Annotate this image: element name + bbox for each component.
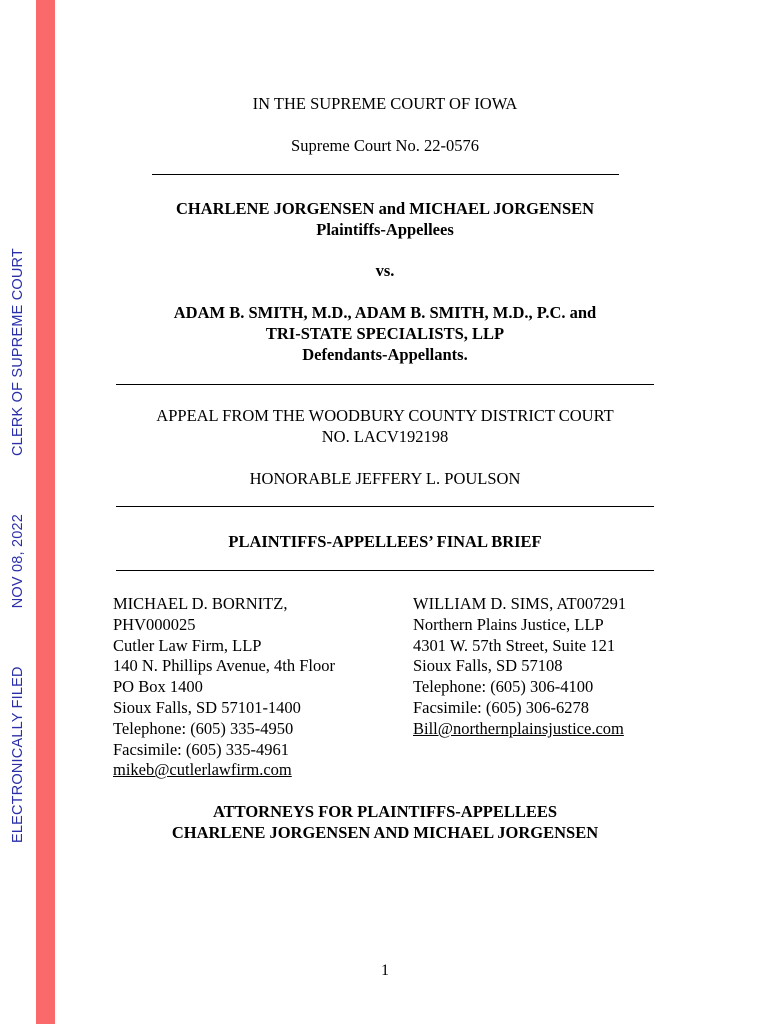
defendants-line-2: TRI-STATE SPECIALISTS, LLP bbox=[265, 324, 505, 343]
closing-line-2: CHARLENE JORGENSEN AND MICHAEL JORGENSEN bbox=[171, 823, 599, 842]
divider bbox=[152, 174, 619, 175]
attorney-telephone: Telephone: (605) 306-4100 bbox=[413, 677, 594, 697]
attorney-name: WILLIAM D. SIMS, AT007291 bbox=[413, 594, 627, 613]
appeal-line-2: NO. LACV192198 bbox=[321, 427, 449, 446]
attorney-id: PHV000025 bbox=[113, 614, 196, 634]
attorney-address-1: 140 N. Phillips Avenue, 4th Floor bbox=[113, 656, 335, 676]
attorney-block-left bbox=[113, 594, 335, 781]
case-number: Supreme Court No. 22-0576 bbox=[291, 136, 479, 155]
divider bbox=[116, 570, 654, 571]
plaintiffs-role: Plaintiffs-Appellees bbox=[316, 220, 454, 239]
closing-line-1: ATTORNEYS FOR PLAINTIFFS-APPELLEES bbox=[212, 802, 558, 821]
stamp-filed-label: ELECTRONICALLY FILED bbox=[10, 666, 26, 843]
attorney-telephone: Telephone: (605) 335-4950 bbox=[113, 718, 294, 738]
attorney-email-link[interactable]: mikeb@cutlerlawfirm.com bbox=[113, 760, 292, 780]
stamp-date: NOV 08, 2022 bbox=[10, 513, 26, 609]
appeal-line-1: APPEAL FROM THE WOODBURY COUNTY DISTRICT COURT bbox=[156, 406, 614, 425]
attorney-firm: Northern Plains Justice, LLP bbox=[413, 614, 604, 634]
attorney-name: MICHAEL D. BORNITZ, bbox=[113, 594, 288, 613]
attorney-block-right bbox=[413, 594, 626, 740]
brief-title: PLAINTIFFS-APPELLEES’ FINAL BRIEF bbox=[228, 532, 542, 551]
attorney-city: Sioux Falls, SD 57108 bbox=[413, 656, 563, 676]
page-number: 1 bbox=[381, 962, 389, 979]
plaintiffs-names: CHARLENE JORGENSEN and MICHAEL JORGENSEN bbox=[175, 199, 595, 218]
attorney-firm: Cutler Law Firm, LLP bbox=[113, 635, 262, 655]
court-heading: IN THE SUPREME COURT OF IOWA bbox=[252, 94, 518, 113]
attorney-facsimile: Facsimile: (605) 306-6278 bbox=[413, 697, 589, 717]
attorney-address-1: 4301 W. 57th Street, Suite 121 bbox=[413, 635, 616, 655]
defendants-role: Defendants-Appellants. bbox=[302, 345, 468, 364]
attorney-facsimile: Facsimile: (605) 335-4961 bbox=[113, 739, 289, 759]
attorney-address-2: PO Box 1400 bbox=[113, 677, 203, 697]
attorney-city: Sioux Falls, SD 57101-1400 bbox=[113, 697, 301, 717]
divider bbox=[116, 506, 654, 507]
defendants-line-1: ADAM B. SMITH, M.D., ADAM B. SMITH, M.D., P.C. and bbox=[173, 303, 597, 322]
versus: vs. bbox=[375, 261, 395, 280]
stamp-clerk-label: CLERK OF SUPREME COURT bbox=[10, 248, 26, 456]
judge-name: HONORABLE JEFFERY L. POULSON bbox=[249, 469, 521, 488]
divider bbox=[116, 384, 654, 385]
attorney-email-link[interactable]: Bill@northernplainsjustice.com bbox=[413, 718, 624, 738]
